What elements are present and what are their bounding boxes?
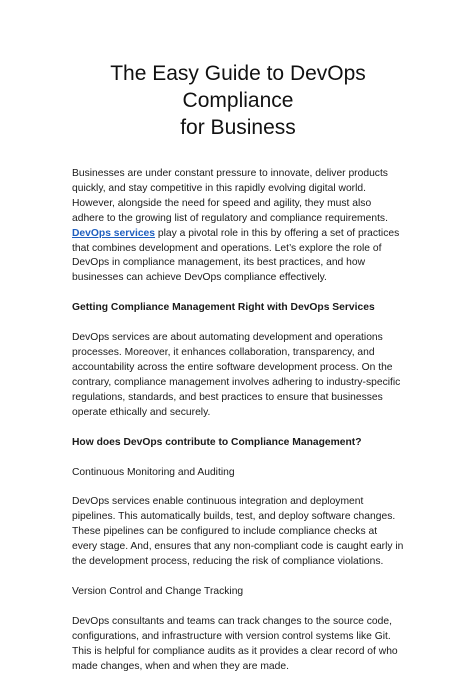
continuous-monitoring-paragraph: DevOps services enable continuous integration and deployment pipelines. This automatically builds, test, and deploy software changes. These pipelines can be configured to include compliance checks at every stage. And, ensures that any non-compliant code is caught early in the development process, reducing the risk of compliance violations. <box>72 496 404 568</box>
version-control-paragraph: DevOps consultants and teams can track changes to the source code, configurations, and infrastructure with version control systems like Git. This is helpful for compliance audits as it provides a clear record of who made changes, when and when they are made. <box>72 615 398 672</box>
section-heading-devops-contribution: How does DevOps contribute to Compliance Management? <box>72 436 362 448</box>
section-heading-compliance-management: Getting Compliance Management Right with DevOps Services <box>72 302 375 314</box>
devops-services-link[interactable]: DevOps services <box>72 227 156 239</box>
section-1-paragraph: DevOps services are about automating development and operations processes. Moreover, it enhances collaboration, transparency, and accountability across the entire software development process. On the contrary, compliance management involves adhering to industry-specific regulations, standards, and best practices to ensure that businesses operate ethically and securely. <box>72 332 401 418</box>
title-line-2: for Business <box>180 116 296 139</box>
intro-text-before-link: Businesses are under constant pressure to innovate, deliver products quickly, and stay competitive in this rapidly evolving digital world. However, alongside the need for speed and agility, they must also adhere to the growing list of regulatory and compliance requirements. <box>72 168 388 224</box>
subheading-continuous-monitoring: Continuous Monitoring and Auditing <box>72 466 235 478</box>
subheading-version-control: Version Control and Change Tracking <box>72 585 244 597</box>
intro-text-after-link: play a pivotal role in this by offering a set of practices that combines development and operations. Let’s explore the role of DevOps in compliance management, its best practices, and how businesses can achieve DevOps compliance effectively. <box>72 227 400 284</box>
intro-paragraph <box>72 167 404 286</box>
title-line-1: The Easy Guide to DevOps Compliance <box>110 62 366 112</box>
document-title <box>72 60 404 141</box>
